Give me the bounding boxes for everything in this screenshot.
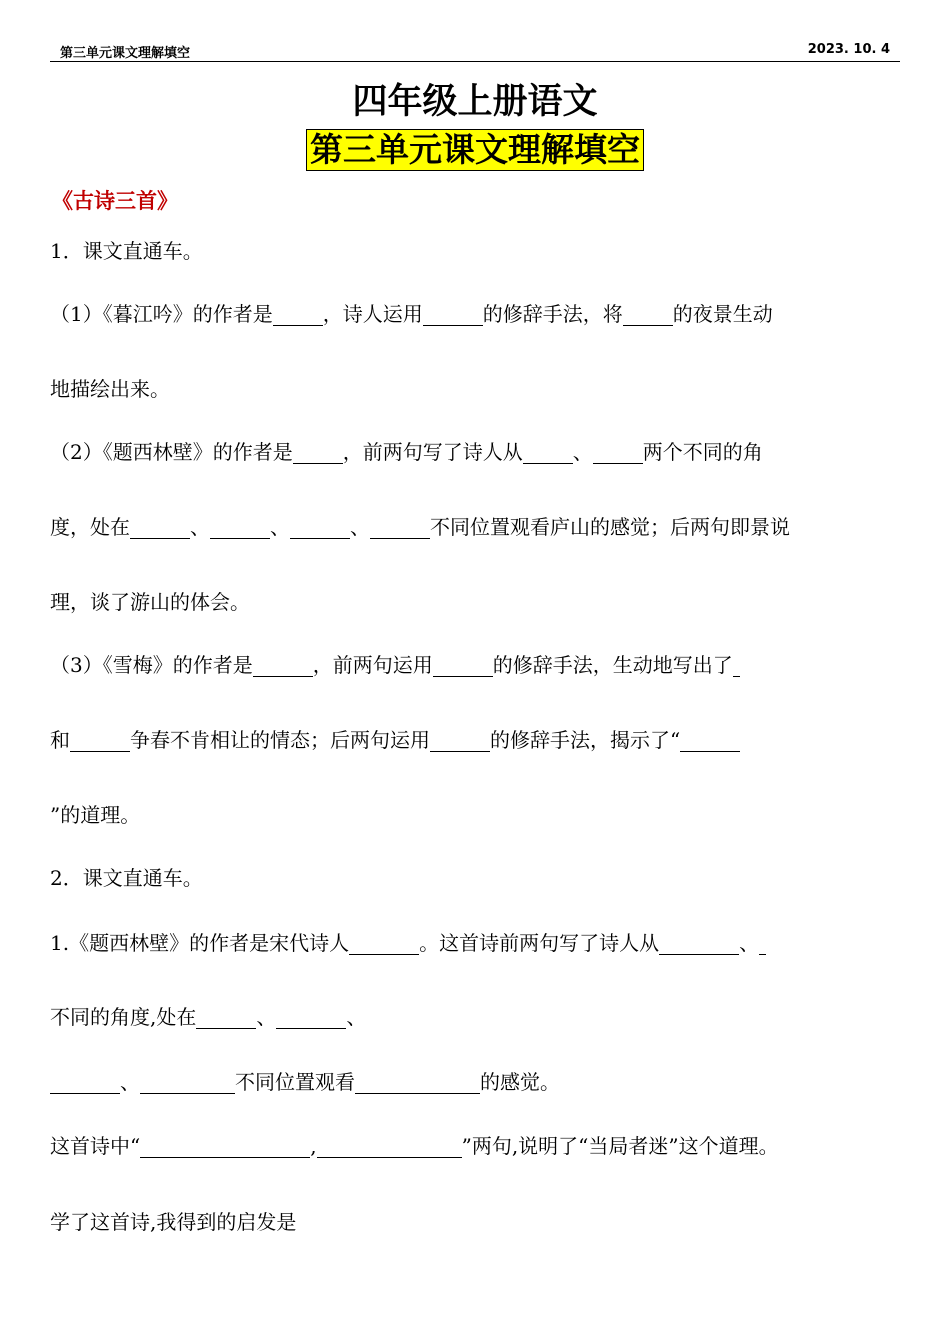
text: 、 [346,1005,367,1029]
fill-blank[interactable] [680,729,740,752]
fill-blank[interactable] [276,1006,346,1029]
text: 、 [270,515,290,539]
question-line [50,434,910,470]
text: （1）《暮江吟》的作者是 [50,302,273,326]
question-line [50,1204,910,1240]
header-title: 第三单元课文理解填空 [60,46,191,61]
fill-blank[interactable] [370,516,430,539]
fill-blank[interactable] [523,441,573,464]
fill-blank[interactable] [355,1071,480,1094]
fill-blank[interactable] [210,516,270,539]
text: 1.《题西林壁》的作者是宋代诗人 [50,931,350,955]
text: 和 [50,728,70,752]
fill-blank[interactable] [430,729,490,752]
text: 不同位置观看 [235,1070,355,1094]
text: 、 [256,1005,277,1029]
text: 学了这首诗,我得到的启发是 [50,1210,297,1234]
text: ，前两句写了诗人从 [342,440,523,464]
text: 、 [572,440,593,464]
text: ，诗人运用 [322,302,423,326]
fill-blank[interactable] [293,441,343,464]
text: （2）《题西林壁》的作者是 [50,440,293,464]
text: 、 [739,931,760,955]
fill-blank[interactable] [759,932,766,955]
subtitle-wrap [0,129,950,171]
page-header [50,42,900,62]
question-heading-2 [50,860,910,896]
text: 的夜景生动 [672,302,773,326]
fill-blank[interactable] [593,441,643,464]
text: 这首诗中“ [50,1134,141,1158]
fill-blank[interactable] [623,303,673,326]
text: 。这首诗前两句写了诗人从 [419,931,660,955]
fill-blank[interactable] [140,1135,310,1158]
text: 不同位置观看庐山的感觉；后两句即景说 [430,515,790,539]
text: ”的道理。 [50,803,141,827]
fill-blank[interactable] [140,1071,235,1094]
question-line [50,1128,910,1164]
question-line [50,584,910,620]
text: 两个不同的角 [642,440,763,464]
text: 的修辞手法，生动地写出了 [492,653,733,677]
section-title: 《古诗三首》 [52,189,178,213]
fill-blank[interactable] [50,1071,120,1094]
text: 、 [190,515,210,539]
main-title: 四年级上册语文 [352,82,598,122]
question-line [50,1064,910,1100]
text: 1．课文直通车。 [50,239,203,263]
question-line [50,722,910,758]
question-line [50,509,910,545]
fill-blank[interactable] [733,654,740,677]
text: 的修辞手法，揭示了“ [490,728,681,752]
text: （3）《雪梅》的作者是 [50,653,253,677]
fill-blank[interactable] [130,516,190,539]
fill-blank[interactable] [349,932,419,955]
question-line [50,797,910,833]
fill-blank[interactable] [317,1135,462,1158]
text: 地描绘出来。 [50,377,170,401]
fill-blank[interactable] [423,303,483,326]
fill-blank[interactable] [70,729,130,752]
question-line [50,925,910,961]
text: 争春不肯相让的情态；后两句运用 [130,728,430,752]
text: 2．课文直通车。 [50,866,203,890]
text: 度，处在 [50,515,130,539]
text: 、 [350,515,370,539]
question-line [50,999,910,1035]
text: 理，谈了游山的体会。 [50,590,250,614]
text: ，前两句运用 [312,653,433,677]
text: , [310,1134,317,1158]
fill-blank[interactable] [273,303,323,326]
question-line [50,296,910,332]
text: 不同的角度,处在 [50,1005,197,1029]
fill-blank[interactable] [290,516,350,539]
text: 、 [120,1070,140,1094]
fill-blank[interactable] [253,654,313,677]
question-line [50,371,910,407]
highlighted-subtitle: 第三单元课文理解填空 [306,129,644,171]
fill-blank[interactable] [196,1006,256,1029]
text: 的感觉。 [480,1070,560,1094]
fill-blank[interactable] [433,654,493,677]
text: 的修辞手法，将 [482,302,623,326]
question-heading-1 [50,233,910,269]
fill-blank[interactable] [659,932,739,955]
question-line [50,647,910,683]
header-date: 2023. 10. 4 [807,42,890,57]
text: ”两句,说明了“当局者迷”这个道理。 [461,1134,779,1158]
